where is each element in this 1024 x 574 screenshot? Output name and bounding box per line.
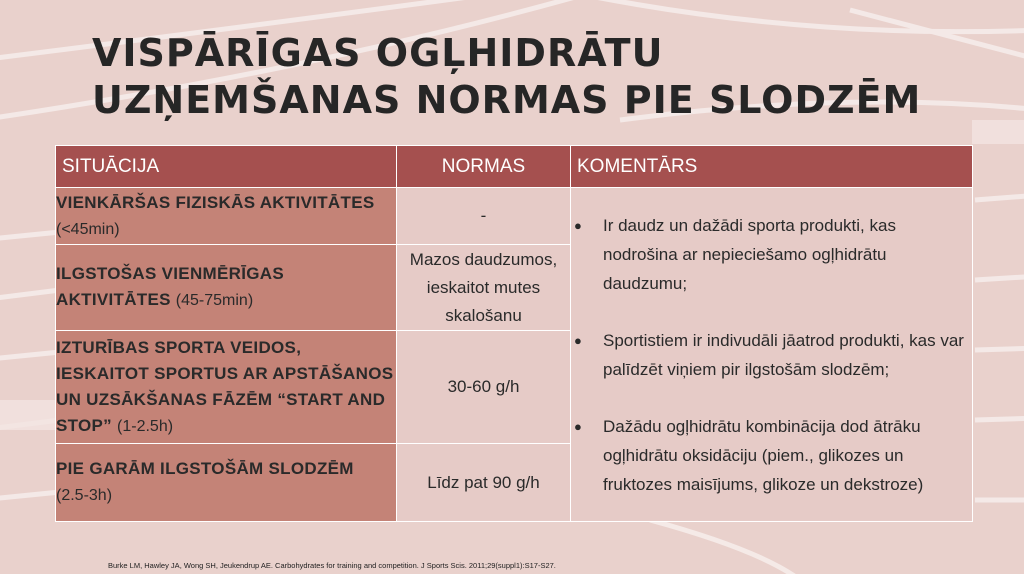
situation-cell xyxy=(56,331,397,444)
page-title: VISPĀRĪGAS OGĻHIDRĀTU UZŅEMŠANAS NORMAS PIE SLODZĒM xyxy=(92,31,922,122)
citation: Burke LM, Hawley JA, Wong SH, Jeukendrup AE. Carbohydrates for training and competition. J Sports Scis. 2011;29(suppl1):S17-S27. xyxy=(108,561,556,570)
comment-cell xyxy=(571,188,973,522)
list-item xyxy=(571,326,972,384)
list-item xyxy=(571,412,972,499)
situation-text: IZTURĪBAS SPORTA VEIDOS, IESKAITOT SPORTUS AR APSTĀŠANOS UN UZSĀKŠANAS FĀZĒM “START AND STOP” xyxy=(56,337,394,435)
bullet-icon: ● xyxy=(574,418,582,434)
list-item xyxy=(571,211,972,298)
situation-text: ILGSTOŠAS VIENMĒRĪGAS AKTIVITĀTES xyxy=(56,264,284,309)
norm-cell: - xyxy=(397,188,571,245)
duration-text: (1-2.5h) xyxy=(117,417,174,435)
situation-cell xyxy=(56,188,397,245)
norm-cell: 30-60 g/h xyxy=(397,331,571,444)
duration-text: (45-75min) xyxy=(175,292,254,309)
duration-text: (<45min) xyxy=(56,220,120,238)
header-comment: KOMENTĀRS xyxy=(571,146,973,188)
situation-cell xyxy=(56,444,397,522)
norm-cell: Mazos daudzumos, ieskaitot mutes skalošanu xyxy=(397,245,571,331)
norm-cell: Līdz pat 90 g/h xyxy=(397,444,571,522)
table-row xyxy=(56,188,973,245)
comment-text: Dažādu ogļhidrātu kombinācija dod ātrāku ogļhidrātu oksidāciju (piem., glikozes un fruktozes maisījums, glikoze un dekstroze) xyxy=(603,416,924,494)
comment-list xyxy=(571,211,972,499)
situation-cell xyxy=(56,245,397,331)
comment-text: Ir daudz un dažādi sporta produkti, kas nodrošina ar nepieciešamo ogļhidrātu daudzumu; xyxy=(603,215,896,293)
situation-text: PIE GARĀM ILGSTOŠĀM SLODZĒM xyxy=(56,459,354,478)
header-norms: NORMAS xyxy=(397,146,571,188)
carbohydrate-norms-table xyxy=(55,145,973,522)
duration-text: (2.5-3h) xyxy=(56,487,113,504)
bullet-icon: ● xyxy=(574,217,582,233)
table-header-row xyxy=(56,146,973,188)
header-situation: SITUĀCIJA xyxy=(56,146,397,188)
situation-text: VIENKĀRŠAS FIZISKĀS AKTIVITĀTES xyxy=(56,192,375,212)
bullet-icon: ● xyxy=(574,332,582,348)
comment-text: Sportistiem ir indivudāli jāatrod produkti, kas var palīdzēt viņiem pir ilgstošām slodzēm; xyxy=(603,330,964,379)
